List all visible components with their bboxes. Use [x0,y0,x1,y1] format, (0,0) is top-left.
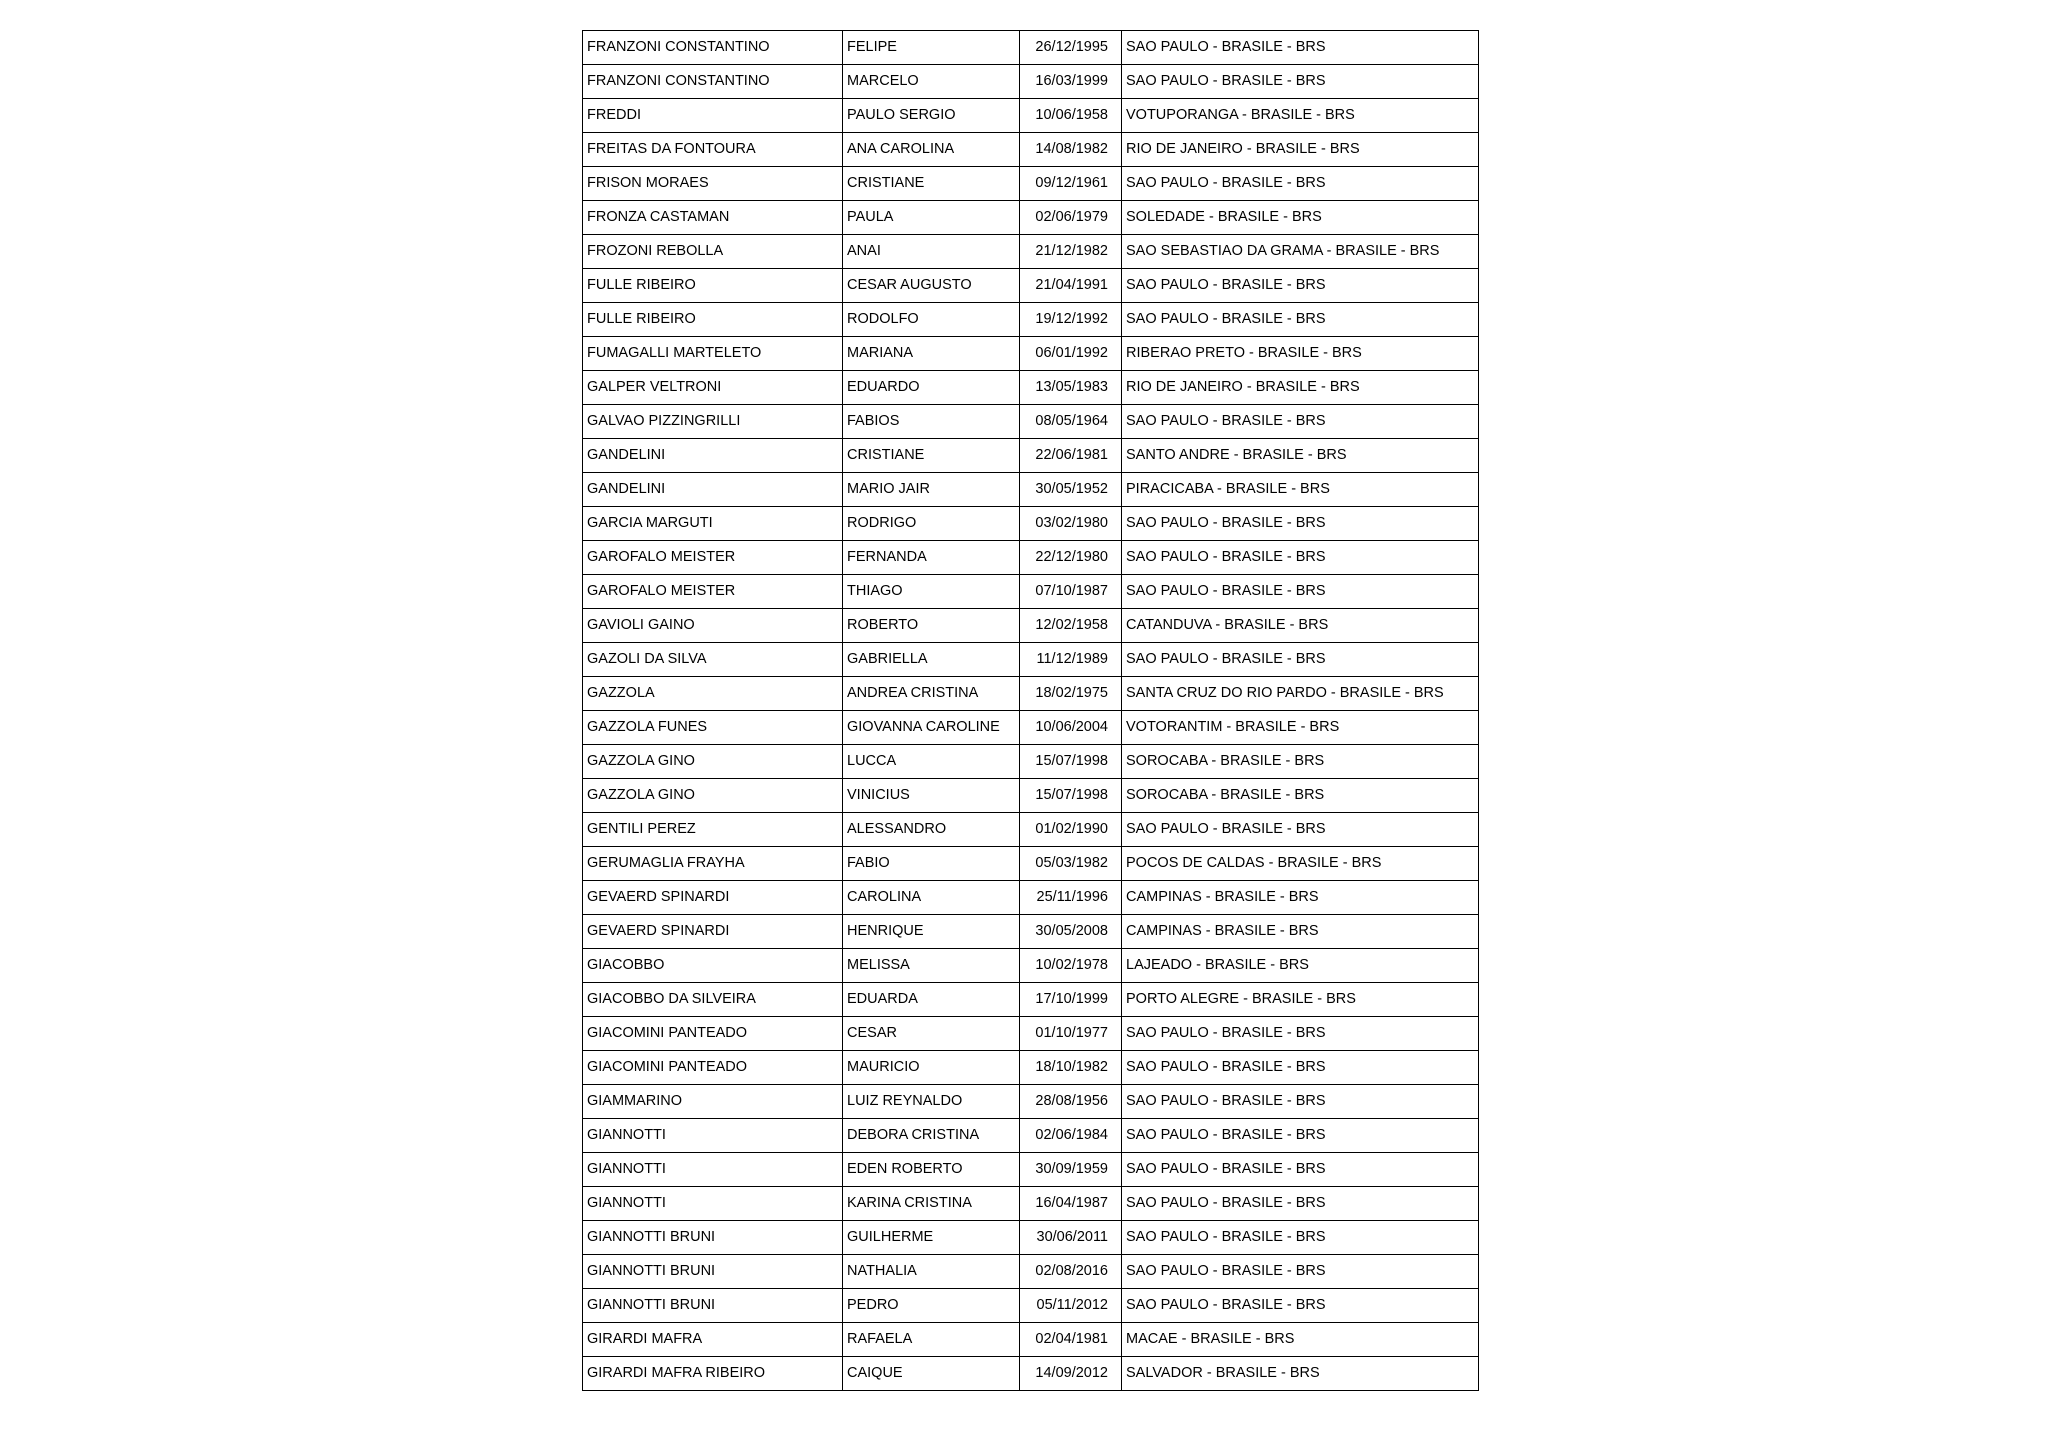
birth-place-cell: SAO PAULO - BRASILE - BRS [1122,405,1479,439]
birth-place-cell: VOTUPORANGA - BRASILE - BRS [1122,99,1479,133]
given-name-cell: FABIO [843,847,1020,881]
birth-place-cell: SAO SEBASTIAO DA GRAMA - BRASILE - BRS [1122,235,1479,269]
surname-cell: FREDDI [583,99,843,133]
table-row [583,201,1479,235]
given-name-cell: MAURICIO [843,1051,1020,1085]
given-name-cell: EDUARDA [843,983,1020,1017]
surname-cell: GIACOBBO [583,949,843,983]
birth-place-cell: SAO PAULO - BRASILE - BRS [1122,813,1479,847]
given-name-cell: ALESSANDRO [843,813,1020,847]
surname-cell: FROZONI REBOLLA [583,235,843,269]
birth-place-cell: SAO PAULO - BRASILE - BRS [1122,575,1479,609]
surname-cell: GAZZOLA GINO [583,745,843,779]
surname-cell: GIACOMINI PANTEADO [583,1051,843,1085]
birth-place-cell: LAJEADO - BRASILE - BRS [1122,949,1479,983]
birth-date-cell: 16/04/1987 [1020,1187,1122,1221]
surname-cell: GALVAO PIZZINGRILLI [583,405,843,439]
birth-place-cell: SAO PAULO - BRASILE - BRS [1122,1051,1479,1085]
table-row [583,677,1479,711]
birth-place-cell: SOLEDADE - BRASILE - BRS [1122,201,1479,235]
table-row [583,1119,1479,1153]
given-name-cell: CAIQUE [843,1357,1020,1391]
given-name-cell: ROBERTO [843,609,1020,643]
birth-place-cell: RIO DE JANEIRO - BRASILE - BRS [1122,371,1479,405]
table-row [583,779,1479,813]
birth-place-cell: PIRACICABA - BRASILE - BRS [1122,473,1479,507]
table-row [583,1051,1479,1085]
birth-place-cell: SAO PAULO - BRASILE - BRS [1122,643,1479,677]
given-name-cell: GABRIELLA [843,643,1020,677]
birth-place-cell: SAO PAULO - BRASILE - BRS [1122,31,1479,65]
birth-date-cell: 02/06/1984 [1020,1119,1122,1153]
birth-place-cell: SAO PAULO - BRASILE - BRS [1122,167,1479,201]
given-name-cell: CAROLINA [843,881,1020,915]
table-row [583,167,1479,201]
table-row [583,949,1479,983]
table-row [583,643,1479,677]
given-name-cell: ANA CAROLINA [843,133,1020,167]
surname-cell: FULLE RIBEIRO [583,269,843,303]
table-row [583,1187,1479,1221]
records-body [583,31,1479,1391]
table-row [583,133,1479,167]
surname-cell: GERUMAGLIA FRAYHA [583,847,843,881]
surname-cell: FRANZONI CONSTANTINO [583,65,843,99]
table-row [583,99,1479,133]
surname-cell: FRANZONI CONSTANTINO [583,31,843,65]
birth-place-cell: SALVADOR - BRASILE - BRS [1122,1357,1479,1391]
birth-date-cell: 05/11/2012 [1020,1289,1122,1323]
given-name-cell: CESAR [843,1017,1020,1051]
surname-cell: GAVIOLI GAINO [583,609,843,643]
given-name-cell: PAULO SERGIO [843,99,1020,133]
given-name-cell: LUIZ REYNALDO [843,1085,1020,1119]
table-row [583,1221,1479,1255]
birth-date-cell: 12/02/1958 [1020,609,1122,643]
surname-cell: FUMAGALLI MARTELETO [583,337,843,371]
table-row [583,405,1479,439]
surname-cell: GIRARDI MAFRA [583,1323,843,1357]
birth-place-cell: MACAE - BRASILE - BRS [1122,1323,1479,1357]
given-name-cell: FABIOS [843,405,1020,439]
given-name-cell: ANAI [843,235,1020,269]
surname-cell: GAZZOLA FUNES [583,711,843,745]
birth-date-cell: 28/08/1956 [1020,1085,1122,1119]
surname-cell: GIANNOTTI [583,1119,843,1153]
given-name-cell: MARIANA [843,337,1020,371]
table-row [583,439,1479,473]
table-row [583,1289,1479,1323]
birth-date-cell: 16/03/1999 [1020,65,1122,99]
birth-date-cell: 26/12/1995 [1020,31,1122,65]
table-row [583,31,1479,65]
birth-place-cell: SAO PAULO - BRASILE - BRS [1122,1187,1479,1221]
table-row [583,1357,1479,1391]
given-name-cell: HENRIQUE [843,915,1020,949]
birth-date-cell: 22/06/1981 [1020,439,1122,473]
surname-cell: GAZOLI DA SILVA [583,643,843,677]
birth-date-cell: 14/09/2012 [1020,1357,1122,1391]
birth-place-cell: SANTO ANDRE - BRASILE - BRS [1122,439,1479,473]
birth-date-cell: 09/12/1961 [1020,167,1122,201]
birth-place-cell: SAO PAULO - BRASILE - BRS [1122,1153,1479,1187]
given-name-cell: LUCCA [843,745,1020,779]
table-row [583,881,1479,915]
birth-date-cell: 14/08/1982 [1020,133,1122,167]
given-name-cell: CRISTIANE [843,167,1020,201]
birth-date-cell: 25/11/1996 [1020,881,1122,915]
table-row [583,813,1479,847]
birth-date-cell: 11/12/1989 [1020,643,1122,677]
birth-place-cell: CAMPINAS - BRASILE - BRS [1122,915,1479,949]
birth-date-cell: 01/02/1990 [1020,813,1122,847]
table-row [583,1153,1479,1187]
birth-place-cell: SAO PAULO - BRASILE - BRS [1122,1289,1479,1323]
surname-cell: GEVAERD SPINARDI [583,915,843,949]
table-row [583,1323,1479,1357]
surname-cell: GAROFALO MEISTER [583,575,843,609]
birth-place-cell: SOROCABA - BRASILE - BRS [1122,779,1479,813]
birth-date-cell: 18/02/1975 [1020,677,1122,711]
birth-date-cell: 15/07/1998 [1020,745,1122,779]
table-row [583,303,1479,337]
surname-cell: GEVAERD SPINARDI [583,881,843,915]
table-row [583,575,1479,609]
surname-cell: GAROFALO MEISTER [583,541,843,575]
given-name-cell: CESAR AUGUSTO [843,269,1020,303]
birth-place-cell: POCOS DE CALDAS - BRASILE - BRS [1122,847,1479,881]
surname-cell: GENTILI PEREZ [583,813,843,847]
birth-date-cell: 07/10/1987 [1020,575,1122,609]
birth-date-cell: 18/10/1982 [1020,1051,1122,1085]
birth-date-cell: 08/05/1964 [1020,405,1122,439]
table-row [583,609,1479,643]
given-name-cell: ANDREA CRISTINA [843,677,1020,711]
records-table [582,30,1479,1391]
surname-cell: GIANNOTTI [583,1153,843,1187]
table-row [583,1017,1479,1051]
surname-cell: GIANNOTTI [583,1187,843,1221]
birth-date-cell: 10/02/1978 [1020,949,1122,983]
table-row [583,541,1479,575]
surname-cell: GANDELINI [583,439,843,473]
birth-date-cell: 30/06/2011 [1020,1221,1122,1255]
given-name-cell: NATHALIA [843,1255,1020,1289]
birth-date-cell: 22/12/1980 [1020,541,1122,575]
birth-date-cell: 15/07/1998 [1020,779,1122,813]
birth-date-cell: 01/10/1977 [1020,1017,1122,1051]
birth-place-cell: SAO PAULO - BRASILE - BRS [1122,541,1479,575]
surname-cell: GIRARDI MAFRA RIBEIRO [583,1357,843,1391]
given-name-cell: MARCELO [843,65,1020,99]
given-name-cell: KARINA CRISTINA [843,1187,1020,1221]
birth-date-cell: 02/06/1979 [1020,201,1122,235]
birth-place-cell: SAO PAULO - BRASILE - BRS [1122,269,1479,303]
birth-place-cell: PORTO ALEGRE - BRASILE - BRS [1122,983,1479,1017]
table-row [583,1255,1479,1289]
birth-date-cell: 06/01/1992 [1020,337,1122,371]
table-row [583,473,1479,507]
surname-cell: GANDELINI [583,473,843,507]
birth-place-cell: SAO PAULO - BRASILE - BRS [1122,65,1479,99]
given-name-cell: PAULA [843,201,1020,235]
table-row [583,507,1479,541]
birth-place-cell: SAO PAULO - BRASILE - BRS [1122,1017,1479,1051]
given-name-cell: THIAGO [843,575,1020,609]
birth-place-cell: SAO PAULO - BRASILE - BRS [1122,303,1479,337]
given-name-cell: MELISSA [843,949,1020,983]
table-row [583,1085,1479,1119]
surname-cell: FRISON MORAES [583,167,843,201]
given-name-cell: RODOLFO [843,303,1020,337]
table-row [583,915,1479,949]
surname-cell: GAZZOLA [583,677,843,711]
birth-date-cell: 13/05/1983 [1020,371,1122,405]
surname-cell: GIANNOTTI BRUNI [583,1221,843,1255]
birth-place-cell: SAO PAULO - BRASILE - BRS [1122,1255,1479,1289]
birth-place-cell: RIBERAO PRETO - BRASILE - BRS [1122,337,1479,371]
table-row [583,337,1479,371]
birth-date-cell: 02/08/2016 [1020,1255,1122,1289]
surname-cell: GIACOBBO DA SILVEIRA [583,983,843,1017]
table-row [583,269,1479,303]
surname-cell: GIANNOTTI BRUNI [583,1289,843,1323]
birth-place-cell: SAO PAULO - BRASILE - BRS [1122,1085,1479,1119]
birth-date-cell: 17/10/1999 [1020,983,1122,1017]
surname-cell: GALPER VELTRONI [583,371,843,405]
table-row [583,711,1479,745]
birth-date-cell: 02/04/1981 [1020,1323,1122,1357]
given-name-cell: VINICIUS [843,779,1020,813]
birth-date-cell: 30/05/1952 [1020,473,1122,507]
given-name-cell: MARIO JAIR [843,473,1020,507]
surname-cell: GIAMMARINO [583,1085,843,1119]
surname-cell: GARCIA MARGUTI [583,507,843,541]
birth-date-cell: 21/12/1982 [1020,235,1122,269]
given-name-cell: FERNANDA [843,541,1020,575]
birth-place-cell: CAMPINAS - BRASILE - BRS [1122,881,1479,915]
birth-date-cell: 19/12/1992 [1020,303,1122,337]
birth-date-cell: 10/06/1958 [1020,99,1122,133]
birth-place-cell: SAO PAULO - BRASILE - BRS [1122,1119,1479,1153]
table-row [583,847,1479,881]
surname-cell: GAZZOLA GINO [583,779,843,813]
surname-cell: GIACOMINI PANTEADO [583,1017,843,1051]
given-name-cell: EDUARDO [843,371,1020,405]
given-name-cell: FELIPE [843,31,1020,65]
given-name-cell: RODRIGO [843,507,1020,541]
given-name-cell: RAFAELA [843,1323,1020,1357]
surname-cell: FULLE RIBEIRO [583,303,843,337]
birth-place-cell: CATANDUVA - BRASILE - BRS [1122,609,1479,643]
given-name-cell: CRISTIANE [843,439,1020,473]
given-name-cell: GUILHERME [843,1221,1020,1255]
birth-place-cell: VOTORANTIM - BRASILE - BRS [1122,711,1479,745]
birth-place-cell: SOROCABA - BRASILE - BRS [1122,745,1479,779]
given-name-cell: PEDRO [843,1289,1020,1323]
birth-date-cell: 30/05/2008 [1020,915,1122,949]
birth-date-cell: 03/02/1980 [1020,507,1122,541]
birth-date-cell: 30/09/1959 [1020,1153,1122,1187]
given-name-cell: DEBORA CRISTINA [843,1119,1020,1153]
birth-place-cell: SAO PAULO - BRASILE - BRS [1122,1221,1479,1255]
birth-date-cell: 21/04/1991 [1020,269,1122,303]
birth-place-cell: SANTA CRUZ DO RIO PARDO - BRASILE - BRS [1122,677,1479,711]
given-name-cell: EDEN ROBERTO [843,1153,1020,1187]
table-row [583,371,1479,405]
birth-place-cell: SAO PAULO - BRASILE - BRS [1122,507,1479,541]
given-name-cell: GIOVANNA CAROLINE [843,711,1020,745]
table-row [583,745,1479,779]
birth-date-cell: 05/03/1982 [1020,847,1122,881]
table-row [583,65,1479,99]
surname-cell: FRONZA CASTAMAN [583,201,843,235]
table-row [583,235,1479,269]
birth-place-cell: RIO DE JANEIRO - BRASILE - BRS [1122,133,1479,167]
table-row [583,983,1479,1017]
birth-date-cell: 10/06/2004 [1020,711,1122,745]
surname-cell: FREITAS DA FONTOURA [583,133,843,167]
surname-cell: GIANNOTTI BRUNI [583,1255,843,1289]
